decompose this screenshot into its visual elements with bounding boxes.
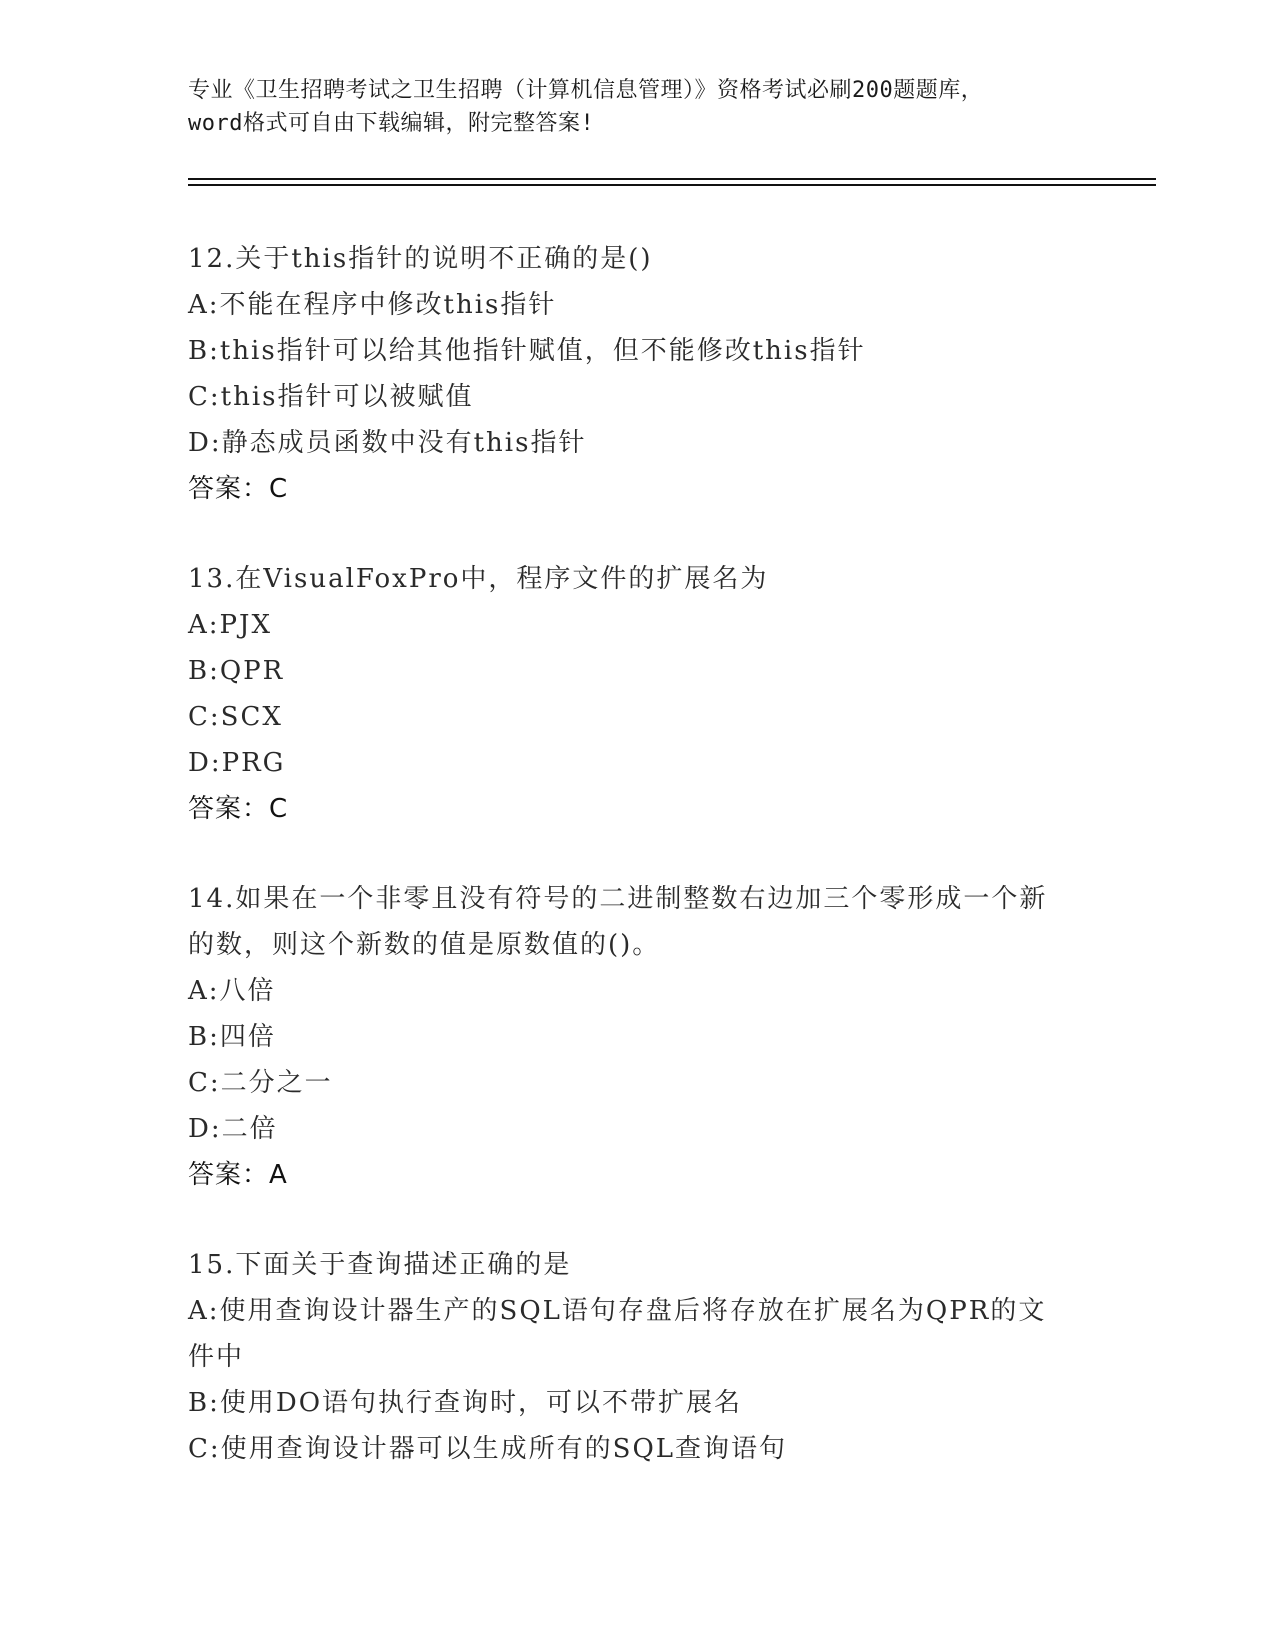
option-c: C:this指针可以被赋值 [188, 382, 474, 412]
header-divider-bottom [188, 184, 1156, 186]
question-stem: 14.如果在一个非零且没有符号的二进制整数右边加三个零形成一个新 [188, 884, 1048, 914]
option-c: C:SCX [188, 702, 283, 732]
answer-line: 答案：A [188, 1160, 288, 1190]
option-a-continued: 件中 [188, 1342, 245, 1372]
question-stem: 12.关于this指针的说明不正确的是() [188, 244, 653, 274]
option-d: D:PRG [188, 748, 286, 778]
question-stem: 13.在VisualFoxPro中，程序文件的扩展名为 [188, 564, 769, 594]
question-stem-continued: 的数，则这个新数的值是原数值的()。 [188, 930, 661, 960]
document-header [188, 74, 1088, 140]
option-b: B:QPR [188, 656, 285, 686]
option-b: B:使用DO语句执行查询时，可以不带扩展名 [188, 1388, 743, 1418]
answer-line: 答案：C [188, 794, 289, 824]
question-stem: 15.下面关于查询描述正确的是 [188, 1250, 572, 1280]
option-d: D:二倍 [188, 1114, 278, 1144]
option-a: A:PJX [188, 610, 272, 640]
question-15 [188, 1242, 1088, 1472]
option-c: C:二分之一 [188, 1068, 333, 1098]
header-divider-top [188, 178, 1156, 180]
question-14 [188, 876, 1088, 1198]
header-line-1: 专业《卫生招聘考试之卫生招聘（计算机信息管理）》资格考试必刷200题题库， [188, 78, 984, 103]
option-a: A:八倍 [188, 976, 276, 1006]
option-b: B:四倍 [188, 1022, 276, 1052]
option-d: D:静态成员函数中没有this指针 [188, 428, 587, 458]
option-a: A:不能在程序中修改this指针 [188, 290, 557, 320]
question-13 [188, 556, 1088, 832]
answer-line: 答案：C [188, 474, 289, 504]
option-b: B:this指针可以给其他指针赋值，但不能修改this指针 [188, 336, 866, 366]
option-c: C:使用查询设计器可以生成所有的SQL查询语句 [188, 1434, 788, 1464]
header-line-2: word格式可自由下载编辑，附完整答案! [188, 111, 595, 136]
question-12 [188, 236, 1088, 512]
question-list [188, 236, 1088, 1516]
option-a: A:使用查询设计器生产的SQL语句存盘后将存放在扩展名为QPR的文 [188, 1296, 1047, 1326]
